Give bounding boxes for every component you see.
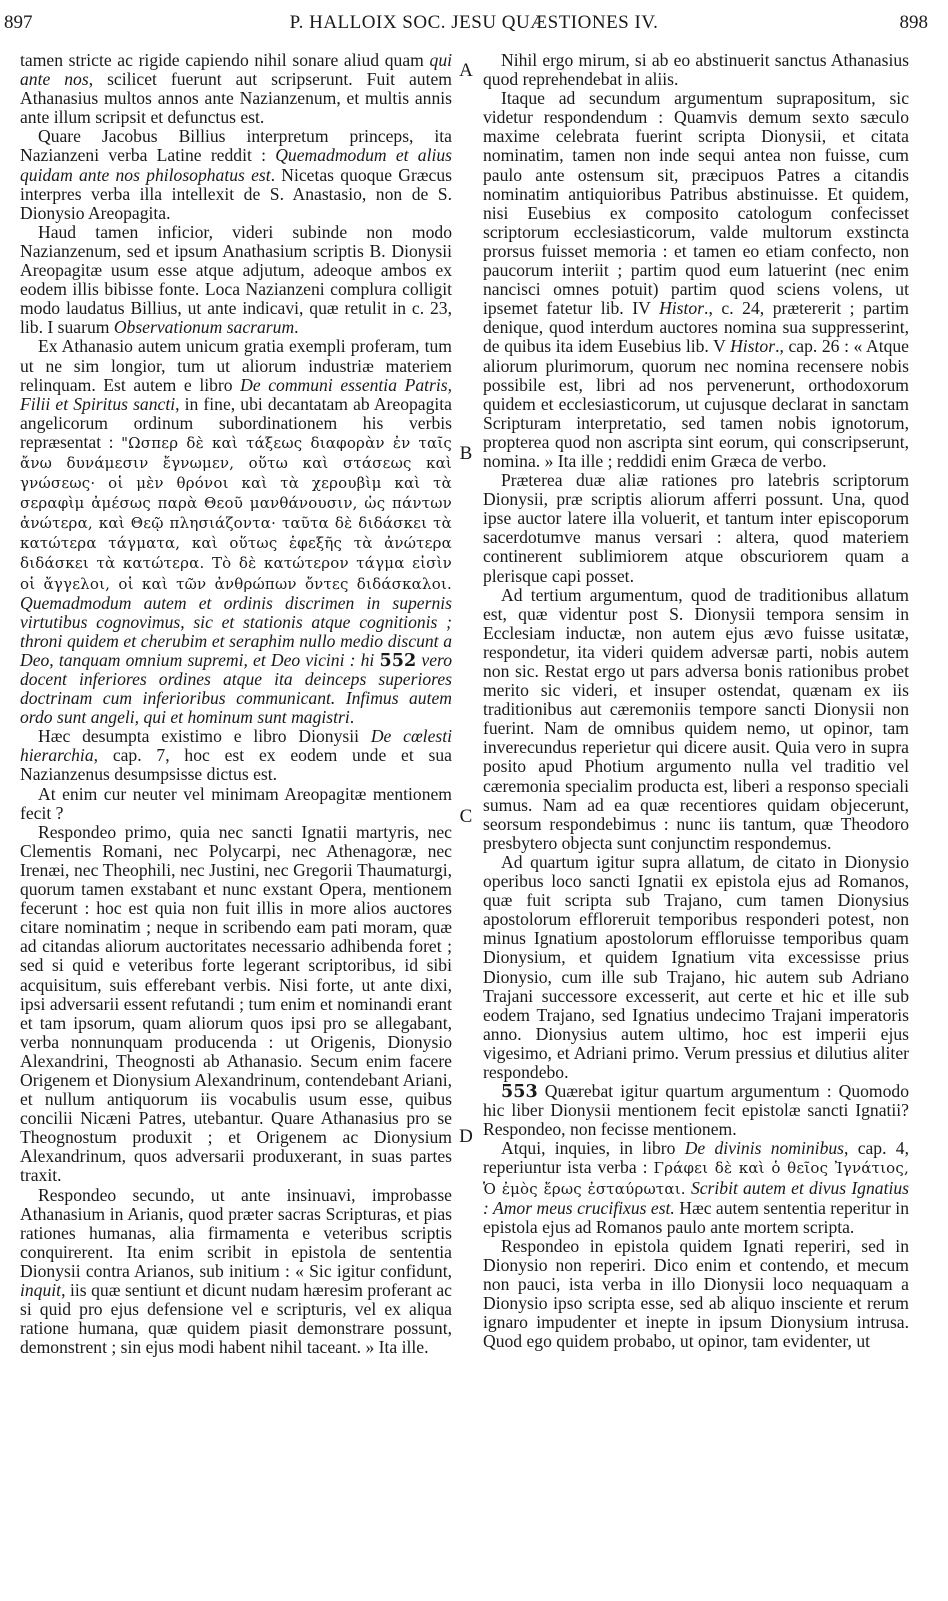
running-header (0, 0, 948, 40)
section-marker-a: A (459, 60, 473, 81)
page-number-left: 897 (4, 12, 33, 33)
paragraph: Atqui, inquies, in libro De divinis nominibus, cap. 4, reperiuntur ista verba : Γράφει δὲ καὶ ὁ θεῖος Ἰγνάτιος, Ὁ ἐμὸς ἔρως ἐσταύρωται. Scribit autem et divus Ignatius : Amor meus crucifixus est. Hæc autem sententia reperitur in epistola ejus ad Romanos paulo ante mortem scripta. (483, 1138, 909, 1237)
paragraph: Ad tertium argumentum, quod de traditionibus allatum est, quæ videntur post S. Dionysii tempora sensim in Ecclesiam inductæ, non autem ejus ævo fuisse usitatæ, respondetur, ita videri quidem adversæ parti, nobis autem non sic. Restat ergo ut pars adversa bonis rationibus probet merito sic videri, et insuper ostendat, quænam ex iis traditionibus aut cæremoniis tempore sancti Dionysii non fuerint. Nam de omnibus quidem nemo, ut opinor, tam inverecundus reperietur qui dicere ausit. Quia vero in supra posito apud Photium argumento nulla vel traditio vel cæremonia specialim producta est, liberi a responso speciali sumus. Nam ad ea quæ recentiores quidam objecerunt, seorsum respondebimus : nunc iis tantum, quæ Theodoro presbytero objecta sunt conjunctim respondemus. (483, 584, 909, 853)
paragraph: Ex Athanasio autem unicum gratia exempli proferam, tum ut ne sim longior, tum ut aliorum industriæ materiem relinquam. Est autem e libro De communi essentia Patris, Filii et Spiritus sancti, in fine, ubi decantatam ab Areopagita angelicorum ordinum subordinationem his verbis repræsentat : "Ωσπερ δὲ καὶ τάξεως διαφορὰν ἐν ταῖς ἄνω δυνάμεσιν ἔγνωμεν, οὕτω καὶ στάσεως καὶ γνώσεως· οἱ μὲν θρόνοι καὶ τὰ χερουβὶμ καὶ τὰ σεραφὶμ ἀμέσως παρὰ Θεοῦ μανθάνουσιν, ὡς πάντων ἀνώτερα, καὶ Θεῷ πλησιάζοντα· ταῦτα δὲ διδάσκει τὰ κατώτερα τάγματα, καὶ οὕτως ἑφεξῆς τὰ ἀνώτερα διδάσκει τὰ κατώτερα. Τὸ δὲ κατώτερον τάγμα εἰσὶν οἱ ἄγγελοι, οἱ καὶ τῶν ἀνθρώπων ὄντες διδάσκαλοι. Quemadmodum autem et ordinis discrimen in supernis virtutibus cognovimus, sic et stationis atque cognitionis ; throni quidem et cherubim et seraphim nullo medio discunt a Deo, tanquam omnium supremi, et Deo vicini : hi 552 vero docent inferiores ordines atque ita deinceps superiores doctrinam cum inferioribus communicant. Infimus autem ordo sunt angeli, qui et hominum sunt magistri. (20, 336, 453, 728)
paragraph: Respondeo secundo, ut ante insinuavi, improbasse Athanasium in Arianis, quod præter sacras Scripturas, et pias rationes humanas, alia firmamenta e veteribus scriptis conquirerent. Ita enim scribit in epistola de sententia Dionysii contra Arianos, sub initium : « Sic igitur confidunt, inquit, iis quæ sentiunt et dicunt nudam hæresim proferant ac si quid pro ejus defensione vel e scripturis, vel ex aliqua ratione humana, quæ quidem piasit demonstrare possunt, demonstrent ; sin ejus modi habent nihil taceant. » Ita ille. (20, 1184, 452, 1358)
paragraph: Nihil ergo mirum, si ab eo abstinuerit sanctus Athanasius quod reprehendebat in aliis. (483, 50, 909, 90)
paragraph: Ad quartum igitur supra allatum, de citato in Dionysio operibus loco sancti Ignatii ex epistola ejus ad Romanos, quæ fuit scripta sub Trajano, cum tamen Dionysius apostolorum effloreruit temporibus responderi potest, non minus Ignatium apostolorum effloruisse temporibus quam Dionysium, et quidem Ignatium vita excessisse prius Dionysio, cum ille sub Trajano, hic autem sub Adriano Trajani successore excesserit, aut certe et hic et ille sub eodem Trajano, sed Ignatius undecimo Trajani imperatoris anno. Dionysius autem ultimo, hoc est imperii ejus vigesimo, et Adriani primo. Verum pressius et dilutius aliter respondebo. (483, 851, 909, 1082)
paragraph: Respondeo primo, quia nec sancti Ignatii martyris, nec Clementis Romani, nec Polycarpi, nec Athenagoræ, nec Irenæi, nec Theophili, nec Justini, nec Gregorii Thaumaturgi, quorum tamen exstabant et nunc exstant Opera, mentionem fecerunt : hoc est quia non fuit illis in more alios auctores citare nominatim ; neque in scribendo eam pati moram, quæ ad citandas aliorum auctoritates necessario adhibenda foret ; sed si quid e veteribus forte legerant scriptoribus, id sibi acquisitum, suis efferebant verbis. Nisi forte, ut ante dixi, ipsi adversarii essent refutandi ; tum enim et nominandi erant et tam ipsorum, quam aliorum quos ipsi pro se allegabant, verba nonnunquam producenda : ut Origenis, Dionysio Alexandrini, Theognosti ab Athanasio. Secum enim facere Origenem et Dionysium Alexandrinum, contendebant Ariani, et nullum antiquorum iis vocabulis usum esse, quibus concilii Nicæni Patres, utebantur. Quare Athanasius pro se Theognostum produxit ; et Origenem ac Dionysium Alexandrinum, quos adversarii produxerant, in suas partes traxit. (20, 821, 452, 1186)
page-number-right: 898 (899, 12, 928, 33)
paragraph: Haud tamen inficior, videri subinde non modo Nazianzenum, sed et ipsum Anathasium scriptis B. Dionysii Areopagitæ usum esse atque adjutum, adeoque ambos ex eodem illis bibisse fonte. Loca Nazianzeni complura colligit modo laudatus Billius, ut ante indicavi, quæ retulit in c. 23, lib. I suarum Observationum sacrarum. (20, 221, 452, 338)
paragraph: tamen stricte ac rigide capiendo nihil sonare aliud quam qui ante nos, scilicet fuerunt aut scripserunt. Fuit autem Athanasius multos annos ante Nazianzenum, et multis annis ante illum scripsit et defunctus est. (20, 50, 452, 128)
right-column (483, 51, 909, 1351)
paragraph: Præterea duæ aliæ rationes pro latebris scriptorum Dionysii, præ scriptis aliorum afferri possunt. Una, quod ipse auctor latere illa voluerit, et tantum inter episcoporum sacerdotumve manus versari : altera, quod materiem continerent sublimiorem atque obscuriorem quam a plerisque capi posset. (483, 470, 909, 586)
paragraph: 553 Quærebat igitur quartum argumentum : Quomodo hic liber Dionysii mentionem fecit epistolæ sancti Ignatii? Respondeo, non fecisse mentionem. (483, 1081, 909, 1140)
running-title: P. HALLOIX SOC. JESU QUÆSTIONES IV. (289, 12, 659, 33)
left-column (20, 51, 452, 1357)
paragraph: At enim cur neuter vel minimam Areopagitæ mentionem fecit ? (20, 783, 452, 823)
section-marker-c: C (459, 806, 473, 827)
section-marker-b: B (459, 443, 473, 464)
paragraph: Quare Jacobus Billius interpretum princeps, ita Nazianzeni verba Latine reddit : Quemadmodum et alius quidam ante nos philosophatus est. Nicetas quoque Græcus interpres verba illa intellexit de S. Anastasio, non de S. Dionysio Areopagita. (20, 126, 453, 223)
paragraph: Hæc desumpta existimo e libro Dionysii De cœlesti hierarchia, cap. 7, hoc est ex eodem unde et sua Nazianzenus desumpsisse dictus est. (20, 726, 453, 785)
section-marker-d: D (459, 1126, 473, 1147)
paragraph: Respondeo in epistola quidem Ignati reperiri, sed in Dionysio non reperiri. Dico enim et contendo, et mecum non pauci, ista verba in illo Dionysii loco nequaquam a Dionysio ipso scripta esse, sed ab aliquo insciente et rerum ignaro impudenter et inepte in ipsum Dionysium intrusa. Quod ego quidem probabo, ut opinor, tam evidenter, ut (483, 1235, 909, 1352)
paragraph: Itaque ad secundum argumentum suprapositum, sic videtur respondendum : Quamvis demum sexto sæculo maxime celebrata fuerint scripta Dionysii, et citata nominatim, tamen non inde sequi antea non fuisse, cum paulo ante ostensum sit, præcipuos Patres a citandis nominatim antiquioribus Patribus abstinuisse. Et quidem, nisi Eusebius ex composito catologum confecisset scriptorum ecclesiasticorum, valde multorum exstincta prorsus fuisset memoria : et tamen eo etiam confecto, non paucorum interiit ; partim quod eum latuerint (nec enim nancisci omnes potuit) partim quod sciens volens, ut ipsemet fatetur lib. IV Histor., c. 24, prætererit ; partim denique, quod interdum auctores nomina sua suppresserint, de quibus ita idem Eusebius lib. V Histor., cap. 26 : « Atque aliorum plurimorum, quorum nec nomina recensere nobis possibile est, libri ad nos pervenerunt, orthodoxorum quidem et ecclesiasticorum, ut cujusque declarat in sanctam Scripturam interpretatio, sed tamen nobis ignotorum, propterea quod non ascripta sint eorum, qui conscripserunt, nomina. » Ita ille ; reddidi enim Græca de verbo. (483, 88, 909, 471)
